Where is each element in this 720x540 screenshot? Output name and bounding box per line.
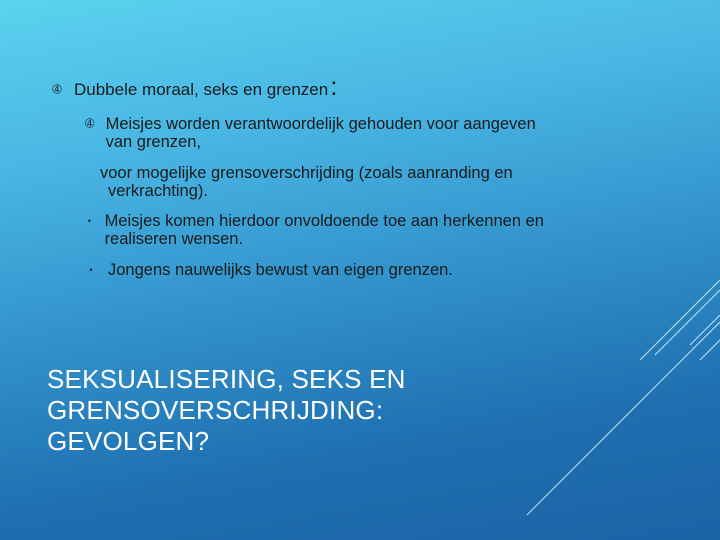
slide-title-line: GRENSOVERSCHRIJDING:: [47, 395, 384, 425]
circled-arrow-icon: ➃: [85, 118, 95, 130]
bullet-item: [84, 261, 544, 279]
continuation-line-2: verkrachting).: [108, 182, 208, 200]
continuation-line-1: voor mogelijke grensoverschrijding (zoals aanranding en: [100, 164, 513, 182]
decor-line: [527, 322, 720, 515]
decor-line: [700, 340, 720, 360]
decor-line: [655, 290, 720, 355]
continuation-text: [100, 164, 580, 200]
sub-item-text: Meisjes worden verantwoordelijk gehouden voor aangeven van grenzen,: [105, 115, 536, 151]
circled-arrow-icon: ➃: [52, 84, 62, 96]
sub-item: [84, 115, 544, 151]
bullet-item: [84, 212, 544, 248]
decor-line: [640, 280, 720, 360]
slide-title-line: GEVOLGEN?: [47, 426, 210, 456]
heading-item-text: Dubbele moraal, seks en grenzen: [74, 80, 329, 99]
bullet-item-text: Jongens nauwelijks bewust van eigen grenzen.: [108, 261, 453, 279]
bullet-dot-icon: •: [87, 216, 91, 226]
decor-line: [690, 315, 720, 345]
bullet-item-text: Meisjes komen hierdoor onvoldoende toe aan herkennen en realiseren wensen.: [104, 212, 544, 248]
heading-item: [50, 71, 338, 101]
bullet-dot-icon: •: [89, 265, 93, 275]
slide-title-line: SEKSUALISERING, SEKS EN: [47, 364, 406, 394]
heading-item-colon: :: [330, 71, 338, 101]
slide-title: [47, 364, 406, 457]
